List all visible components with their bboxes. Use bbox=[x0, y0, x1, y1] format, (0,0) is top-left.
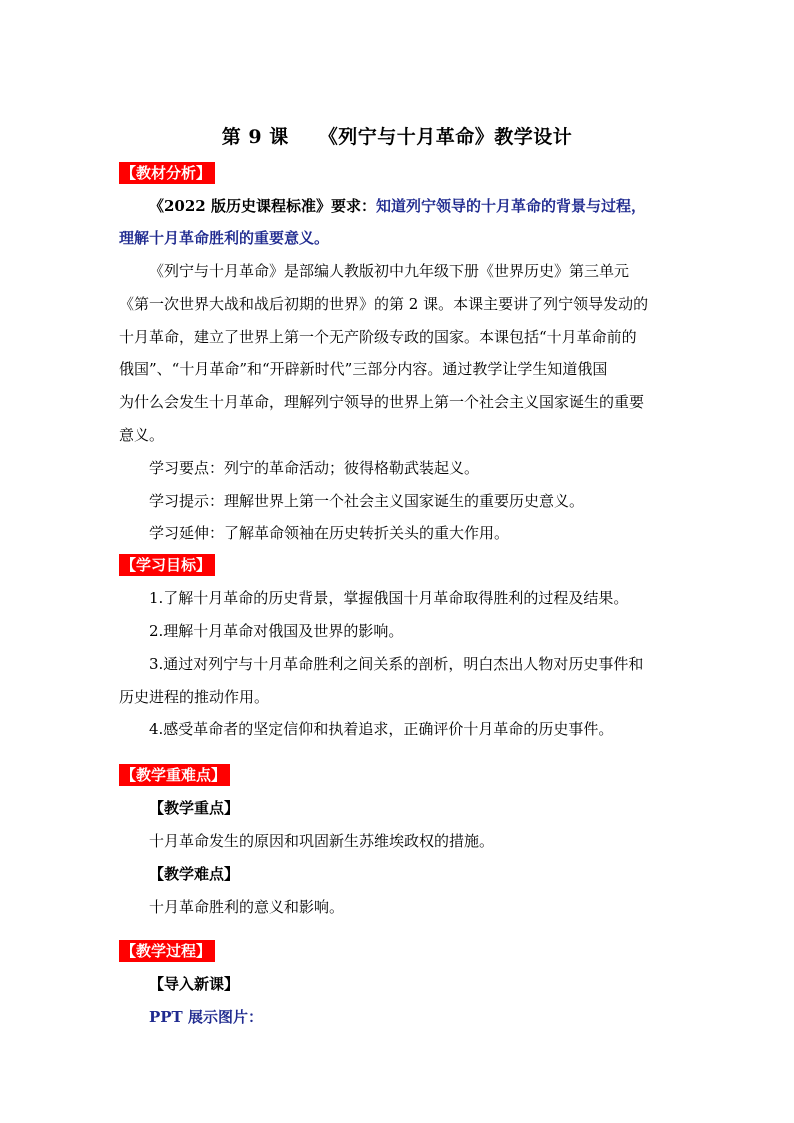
standard-prefix: 《2022 版历史课程标准》要求： bbox=[149, 197, 376, 215]
goal-1: 1.了解十月革命的历史背景，掌握俄国十月革命取得胜利的过程及结果。 bbox=[149, 589, 629, 607]
standard-requirement-1: 知道列宁领导的十月革命的背景与过程， bbox=[375, 197, 646, 215]
ppt-text: PPT 展示图片： bbox=[149, 1008, 263, 1026]
focus-label: 【教学重点】 bbox=[149, 799, 240, 817]
lesson-name: 《列宁与十月革命》教学设计 bbox=[318, 126, 573, 148]
intro-label: 【导入新课】 bbox=[149, 975, 240, 993]
analysis-para-line-1: 《列宁与十月革命》是部编人教版初中九年级下册《世界历史》第三单元 bbox=[149, 262, 630, 280]
lesson-number: 第 9 课 bbox=[221, 126, 289, 148]
analysis-para-line-5: 为什么会发生十月革命，理解列宁领导的世界上第一个社会主义国家诞生的重要 bbox=[119, 393, 645, 411]
goal-3-line-2: 历史进程的推动作用。 bbox=[119, 688, 270, 706]
focus-text: 十月革命发生的原因和巩固新生苏维埃政权的措施。 bbox=[149, 832, 495, 850]
analysis-para-line-4: 俄国”、“十月革命”和“开辟新时代”三部分内容。通过教学让学生知道俄国 bbox=[119, 360, 608, 378]
difficulty-label: 【教学难点】 bbox=[149, 865, 240, 883]
difficulty-text: 十月革命胜利的意义和影响。 bbox=[149, 898, 345, 916]
section-tag-goals: 【学习目标】 bbox=[119, 554, 215, 576]
section-tag-key-points: 【教学重难点】 bbox=[119, 764, 230, 786]
goal-2: 2.理解十月革命对俄国及世界的影响。 bbox=[149, 622, 404, 640]
analysis-para-line-6: 意义。 bbox=[119, 426, 165, 444]
goal-3-line-1: 3.通过对列宁与十月革命胜利之间关系的剖析，明白杰出人物对历史事件和 bbox=[149, 655, 644, 673]
section-tag-process: 【教学过程】 bbox=[119, 940, 215, 962]
standard-line-1 bbox=[149, 196, 646, 216]
section-tag-analysis: 【教材分析】 bbox=[119, 162, 215, 184]
analysis-para-line-3: 十月革命，建立了世界上第一个无产阶级专政的国家。本课包括“十月革命前的 bbox=[119, 328, 637, 346]
study-extension: 学习延伸：了解革命领袖在历史转折关头的重大作用。 bbox=[149, 524, 510, 542]
study-hint: 学习提示：理解世界上第一个社会主义国家诞生的重要历史意义。 bbox=[149, 492, 585, 510]
study-key: 学习要点：列宁的革命活动；彼得格勒武装起义。 bbox=[149, 459, 480, 477]
goal-4: 4.感受革命者的坚定信仰和执着追求，正确评价十月革命的历史事件。 bbox=[149, 720, 614, 738]
standard-line-2: 理解十月革命胜利的重要意义。 bbox=[119, 229, 330, 247]
page-title bbox=[0, 122, 794, 149]
analysis-para-line-2: 《第一次世界大战和战后初期的世界》的第 2 课。本课主要讲了列宁领导发动的 bbox=[119, 295, 649, 313]
